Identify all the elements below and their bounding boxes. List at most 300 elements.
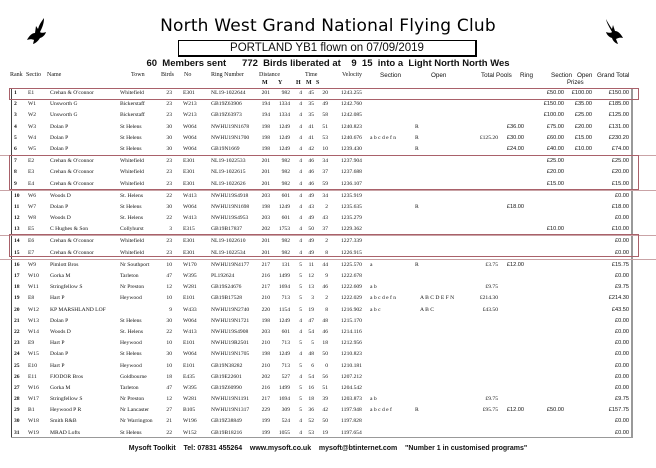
- birds-sent: 30: [166, 123, 172, 130]
- ring-number: PL192624: [211, 273, 235, 279]
- table-row: [0, 133, 656, 144]
- open-pools: A B C: [420, 306, 434, 313]
- col-time-m: M: [306, 80, 312, 86]
- member-no: W395: [183, 384, 197, 391]
- distance-yards: 1334: [278, 112, 290, 119]
- time-minutes: 49: [308, 249, 314, 256]
- time-minutes: 41: [308, 134, 314, 141]
- col-birds: Birds: [161, 72, 175, 78]
- grand-total: £9.75: [615, 396, 629, 403]
- distance-yards: 1055: [278, 429, 290, 436]
- time-hours: 4: [299, 429, 302, 436]
- table-row: [0, 202, 656, 213]
- time-seconds: 56: [322, 373, 328, 380]
- col-open: Open: [431, 72, 447, 79]
- time-seconds: 34: [322, 192, 328, 199]
- fancier-name: Smith R&B: [50, 418, 77, 425]
- col-time: Time: [305, 72, 318, 78]
- distance-miles: 199: [261, 429, 270, 436]
- ring-prize: £12.00: [506, 261, 524, 268]
- time-hours: 4: [299, 249, 302, 256]
- velocity: 1242.760: [341, 101, 362, 108]
- time-hours: 4: [299, 317, 302, 324]
- member-no: B105: [183, 407, 196, 414]
- velocity: 1197.948: [341, 407, 362, 414]
- section-code: E6: [28, 238, 35, 245]
- grand-total: £0.00: [615, 192, 629, 199]
- distance-miles: 201: [261, 158, 270, 165]
- distance-miles: 198: [261, 145, 270, 152]
- grand-total: £25.00: [611, 158, 629, 165]
- table-row: [0, 305, 656, 316]
- section-code: W5: [28, 145, 37, 152]
- col-ring-number: Ring Number: [211, 72, 244, 78]
- distance-miles: 217: [261, 396, 270, 403]
- fancier-name: Unsworth G: [50, 112, 78, 119]
- footer-tel: Tel: 07831 455264: [183, 445, 243, 452]
- col-no: No: [184, 72, 192, 78]
- distance-yards: 1249: [278, 134, 290, 141]
- col-ring: Ring: [520, 72, 533, 79]
- rank: 5: [14, 134, 17, 141]
- grand-total: £43.50: [611, 306, 629, 313]
- distance-miles: 203: [261, 192, 270, 199]
- section-code: W7: [28, 203, 37, 210]
- ring-prize: £18.00: [506, 203, 524, 210]
- col-distance-y: Y: [278, 80, 283, 86]
- table-row: [0, 316, 656, 327]
- time-seconds: 37: [322, 226, 328, 233]
- ring-number: GB19E22601: [211, 373, 242, 380]
- birds-sent: 23: [166, 249, 172, 256]
- time-seconds: 9: [325, 273, 328, 279]
- time-seconds: 2: [325, 295, 328, 302]
- member-no: W413: [183, 215, 197, 222]
- section-prize: £20.00: [546, 169, 564, 176]
- town: Whitefield: [120, 238, 144, 245]
- footer-web[interactable]: www.mysoft.co.uk: [249, 445, 312, 452]
- time-seconds: 49: [322, 101, 328, 108]
- ring-number: NWHU19N4177: [211, 261, 250, 268]
- time-seconds: 51: [322, 123, 328, 130]
- time-minutes: 49: [308, 215, 314, 222]
- member-no: E101: [183, 340, 195, 347]
- town: St. Helens: [120, 215, 143, 222]
- town: Whitefield: [120, 90, 144, 96]
- open-prize: £20.00: [574, 123, 592, 130]
- distance-miles: 198: [261, 203, 270, 210]
- fancier-name: Hart P: [50, 340, 65, 347]
- town: St. Helens: [120, 328, 143, 335]
- town: St Helens: [120, 429, 142, 436]
- members-label: Members sent: [162, 58, 227, 69]
- liberation-info: [0, 58, 656, 69]
- time-seconds: 48: [322, 317, 328, 324]
- total-pools: £43.50: [482, 306, 498, 313]
- ring-number: NL19-1022534: [211, 249, 246, 256]
- town: Nr Lancaster: [120, 407, 150, 414]
- ring-number: NWHU19N1678: [211, 123, 250, 130]
- birds-sent: 12: [166, 396, 172, 403]
- section-code: E7: [28, 249, 35, 256]
- time-seconds: 44: [322, 261, 328, 268]
- total-pools: £95.75: [482, 407, 498, 414]
- time-hours: 4: [299, 226, 302, 233]
- velocity: 1197.654: [341, 429, 362, 436]
- distance-yards: 713: [281, 295, 290, 302]
- time-minutes: 35: [308, 101, 314, 108]
- distance-miles: 194: [261, 101, 270, 108]
- wind-label: into a: [377, 58, 404, 69]
- section-code: E8: [28, 295, 35, 302]
- section-code: E1: [28, 90, 35, 96]
- rank: 15: [14, 249, 20, 256]
- velocity: 1222.678: [341, 273, 362, 279]
- birds-sent: 23: [166, 90, 172, 96]
- open-prize: £10.00: [574, 145, 592, 152]
- fancier-name: Gorka M: [50, 384, 71, 391]
- velocity: 1235.919: [341, 192, 362, 199]
- rank: 28: [14, 396, 20, 403]
- table-row: [0, 248, 656, 259]
- town: Heywood: [120, 362, 142, 369]
- ring-number: GB19Z38849: [211, 418, 242, 425]
- members-count: 60: [146, 58, 158, 69]
- rank: 22: [14, 328, 20, 335]
- section-code: E10: [28, 362, 38, 369]
- ring-marker: R: [415, 261, 419, 268]
- ring-number: NWHU19S4953: [211, 215, 249, 222]
- grand-total: £0.00: [615, 373, 629, 380]
- section-code: W18: [28, 418, 39, 425]
- grand-total: £0.00: [615, 273, 629, 279]
- time-hours: 4: [299, 169, 302, 176]
- velocity: 1239.430: [341, 145, 362, 152]
- distance-yards: 1249: [278, 145, 290, 152]
- col-total-pools: Total Pools: [481, 72, 512, 79]
- member-no: W196: [183, 418, 197, 425]
- section-code: W14: [28, 328, 39, 335]
- fancier-name: Woods D: [50, 328, 71, 335]
- birds-sent: 3: [169, 226, 172, 233]
- grand-total: £0.00: [615, 351, 629, 358]
- time-seconds: 37: [322, 169, 328, 176]
- birds-sent: 23: [166, 101, 172, 108]
- grand-total: £214.30: [608, 295, 629, 302]
- time-minutes: 18: [308, 396, 314, 403]
- section-code: E2: [28, 158, 35, 165]
- town: Whitefield: [120, 158, 144, 165]
- velocity: 1237.688: [341, 169, 362, 176]
- time-minutes: 47: [308, 317, 314, 324]
- velocity: 1197.828: [341, 418, 362, 425]
- grand-total: £0.00: [615, 317, 629, 324]
- time-hours: 4: [299, 90, 302, 96]
- time-hours: 5: [299, 284, 302, 291]
- table-row: [0, 416, 656, 427]
- rank: 9: [14, 180, 17, 187]
- rank: 23: [14, 340, 20, 347]
- distance-yards: 1753: [278, 226, 290, 233]
- town: Whitefield: [120, 180, 144, 187]
- table-row: [0, 167, 656, 178]
- rank: 1: [14, 90, 17, 96]
- time-minutes: 13: [308, 284, 314, 291]
- section-code: W8: [28, 215, 37, 222]
- section-code: W3: [28, 123, 37, 130]
- distance-yards: 524: [281, 418, 290, 425]
- birds-sent: 22: [166, 215, 172, 222]
- time-seconds: 59: [322, 180, 328, 187]
- time-seconds: 8: [325, 249, 328, 256]
- distance-miles: 210: [261, 340, 270, 347]
- ring-number: GB19Z63906: [211, 101, 242, 108]
- ring-number: NWHU19R2501: [211, 340, 249, 347]
- section-code: W16: [28, 384, 39, 391]
- section-prize: £100.00: [543, 112, 564, 119]
- total-pools: £125.20: [479, 134, 498, 141]
- time-hours: 4: [299, 145, 302, 152]
- ring-number: NL19-1022610: [211, 238, 246, 245]
- ring-prize: £12.00: [506, 407, 524, 414]
- time-hours: 4: [299, 373, 302, 380]
- member-no: W170: [183, 261, 197, 268]
- section-pools: a b c d e f n: [370, 295, 397, 302]
- section-code: W2: [28, 112, 37, 119]
- time-hours: 4: [299, 192, 302, 199]
- distance-miles: 229: [261, 407, 270, 414]
- grand-total: £20.00: [611, 169, 629, 176]
- member-no: W064: [183, 123, 197, 130]
- fancier-name: Crehan & O'connor: [50, 158, 94, 165]
- member-no: E315: [183, 226, 195, 233]
- time-hours: 4: [299, 215, 302, 222]
- birds-sent: 10: [166, 340, 172, 347]
- time-minutes: 3: [311, 295, 314, 302]
- member-no: E301: [183, 180, 195, 187]
- time-minutes: 19: [308, 306, 314, 313]
- section-code: W6: [28, 192, 37, 199]
- grand-total: £0.00: [615, 215, 629, 222]
- section-prize: £60.00: [546, 134, 564, 141]
- table-row: [0, 122, 656, 133]
- col-time-h: H: [296, 80, 301, 86]
- velocity: 1235.279: [341, 215, 362, 222]
- grand-total: £0.00: [615, 238, 629, 245]
- col-distance-m: M: [262, 80, 268, 86]
- ring-number: NWHU19N1698: [211, 203, 250, 210]
- time-minutes: 52: [308, 418, 314, 425]
- total-pools: £9.75: [485, 284, 498, 291]
- time-seconds: 2: [325, 203, 328, 210]
- distance-miles: 217: [261, 261, 270, 268]
- member-no: W281: [183, 396, 197, 403]
- town: St Helens: [120, 317, 142, 324]
- ring-number: NL19-1022533: [211, 158, 246, 165]
- velocity: 1210.823: [341, 351, 362, 358]
- rank: 17: [14, 273, 20, 279]
- footer-email[interactable]: mysoft@btinternet.com: [318, 445, 398, 452]
- distance-yards: 1249: [278, 123, 290, 130]
- time-hours: 4: [299, 203, 302, 210]
- velocity: 1229.362: [341, 226, 362, 233]
- time-seconds: 50: [322, 418, 328, 425]
- section-code: E5: [28, 226, 35, 233]
- rank: 13: [14, 226, 20, 233]
- time-minutes: 54: [308, 328, 314, 335]
- open-prize: £100.00: [571, 90, 592, 96]
- section-prize: £50.00: [546, 90, 564, 96]
- ring-marker: R: [415, 407, 419, 414]
- fancier-name: Gorka M: [50, 273, 71, 279]
- rank: 31: [14, 429, 20, 436]
- ring-number: NWHU19N1721: [211, 317, 250, 324]
- rank: 24: [14, 351, 20, 358]
- grand-total: £125.00: [608, 112, 629, 119]
- time-hours: 4: [299, 134, 302, 141]
- grand-total: £0.00: [615, 362, 629, 369]
- birds-sent: 22: [166, 328, 172, 335]
- section-prize: £10.00: [546, 226, 564, 233]
- town: St Helens: [120, 145, 142, 152]
- town: St Helens: [120, 134, 142, 141]
- distance-yards: 1694: [278, 396, 290, 403]
- fancier-name: Unsworth G: [50, 101, 78, 108]
- grand-total: £0.00: [615, 418, 629, 425]
- table-row: [0, 361, 656, 372]
- member-no: W213: [183, 101, 197, 108]
- grand-total: £0.00: [615, 340, 629, 347]
- distance-yards: 982: [281, 158, 290, 165]
- ring-number: GB19N38282: [211, 362, 243, 369]
- birds-count: 772: [242, 58, 258, 69]
- open-prize: £25.00: [574, 112, 592, 119]
- ring-number: GB19Z60990: [211, 384, 242, 391]
- time-hours: 4: [299, 351, 302, 358]
- rank: 25: [14, 362, 20, 369]
- member-no: W213: [183, 112, 197, 119]
- birds-sent: 21: [166, 418, 172, 425]
- time-minutes: 35: [308, 112, 314, 119]
- total-pools: £9.75: [485, 396, 498, 403]
- ring-number: GB19Z63973: [211, 112, 242, 119]
- section-code: W13: [28, 317, 39, 324]
- velocity: 1237.904: [341, 158, 362, 165]
- distance-miles: 198: [261, 123, 270, 130]
- col-town: Town: [131, 72, 145, 78]
- section-prize: £150.00: [543, 101, 564, 108]
- liberation-hour: 9: [351, 58, 357, 69]
- fancier-name: Dolan P: [50, 203, 69, 210]
- birds-sent: 47: [166, 384, 172, 391]
- col-open-prize: Open: [577, 72, 593, 79]
- velocity: 1240.823: [341, 123, 362, 130]
- fancier-name: Stringfellow S: [50, 396, 83, 403]
- distance-yards: 601: [281, 328, 290, 335]
- open-prize: £35.00: [574, 101, 592, 108]
- section-pools: a b c: [370, 306, 381, 313]
- section-prize: £40.00: [546, 145, 564, 152]
- fancier-name: Pimlott Bros: [50, 261, 79, 268]
- time-minutes: 41: [308, 123, 314, 130]
- distance-yards: 1334: [278, 101, 290, 108]
- rank: 11: [14, 203, 20, 210]
- time-hours: 4: [299, 238, 302, 245]
- distance-miles: 198: [261, 134, 270, 141]
- fancier-name: Dolan P: [50, 123, 69, 130]
- distance-yards: 1249: [278, 351, 290, 358]
- section-code: W10: [28, 273, 39, 279]
- col-prizes: Prizes: [567, 80, 584, 86]
- town: St Helens: [120, 123, 142, 130]
- time-minutes: 49: [308, 192, 314, 199]
- section-pools: a b c d e f: [370, 407, 392, 414]
- race-title: PORTLAND YB1 flown on 07/09/2019: [178, 40, 477, 57]
- club-title: North West Grand National Flying Club: [160, 16, 496, 36]
- time-seconds: 0: [325, 362, 328, 369]
- birds-sent: 23: [166, 180, 172, 187]
- fancier-name: Crehan & O'connor: [50, 180, 94, 187]
- town: Whitefield: [120, 249, 144, 256]
- ring-prize: £24.00: [506, 145, 524, 152]
- member-no: W413: [183, 328, 197, 335]
- time-hours: 5: [299, 295, 302, 302]
- time-hours: 5: [299, 340, 302, 347]
- birds-sent: 23: [166, 158, 172, 165]
- distance-yards: 1249: [278, 317, 290, 324]
- time-seconds: 46: [322, 284, 328, 291]
- table-row: [0, 144, 656, 155]
- time-hours: 4: [299, 112, 302, 119]
- birds-sent: 23: [166, 169, 172, 176]
- section-code: E3: [28, 169, 35, 176]
- grand-total: £185.00: [608, 101, 629, 108]
- distance-miles: 201: [261, 90, 270, 96]
- member-no: E301: [183, 90, 195, 96]
- velocity: 1227.339: [341, 238, 362, 245]
- open-prize: £15.00: [574, 134, 592, 141]
- grand-total: £9.75: [615, 284, 629, 291]
- fancier-name: Hart P: [50, 295, 65, 302]
- birds-sent: 23: [166, 112, 172, 119]
- fancier-name: Woods D: [50, 192, 71, 199]
- time-minutes: 6: [311, 362, 314, 369]
- distance-miles: 210: [261, 362, 270, 369]
- member-no: E435: [183, 373, 195, 380]
- ring-number: GB19N1669: [211, 145, 240, 152]
- fancier-name: Dolan P: [50, 351, 69, 358]
- section-code: E9: [28, 340, 35, 347]
- grand-total: £0.00: [615, 429, 629, 436]
- time-minutes: 46: [308, 169, 314, 176]
- ring-number: NL19-1022626: [211, 180, 246, 187]
- velocity: 1216.902: [341, 306, 362, 313]
- time-seconds: 46: [322, 328, 328, 335]
- section-code: W12: [28, 306, 39, 313]
- town: Tarleton: [120, 384, 139, 391]
- member-no: E301: [183, 238, 195, 245]
- time-hours: 4: [299, 180, 302, 187]
- rank: 6: [14, 145, 17, 152]
- table-row: [0, 99, 656, 110]
- col-time-s: S: [316, 80, 320, 86]
- birds-sent: 30: [166, 351, 172, 358]
- table-row: [0, 372, 656, 383]
- section-code: B1: [28, 407, 35, 414]
- grand-total: £15.00: [611, 180, 629, 187]
- time-minutes: 36: [308, 407, 314, 414]
- birds-sent: 22: [166, 429, 172, 436]
